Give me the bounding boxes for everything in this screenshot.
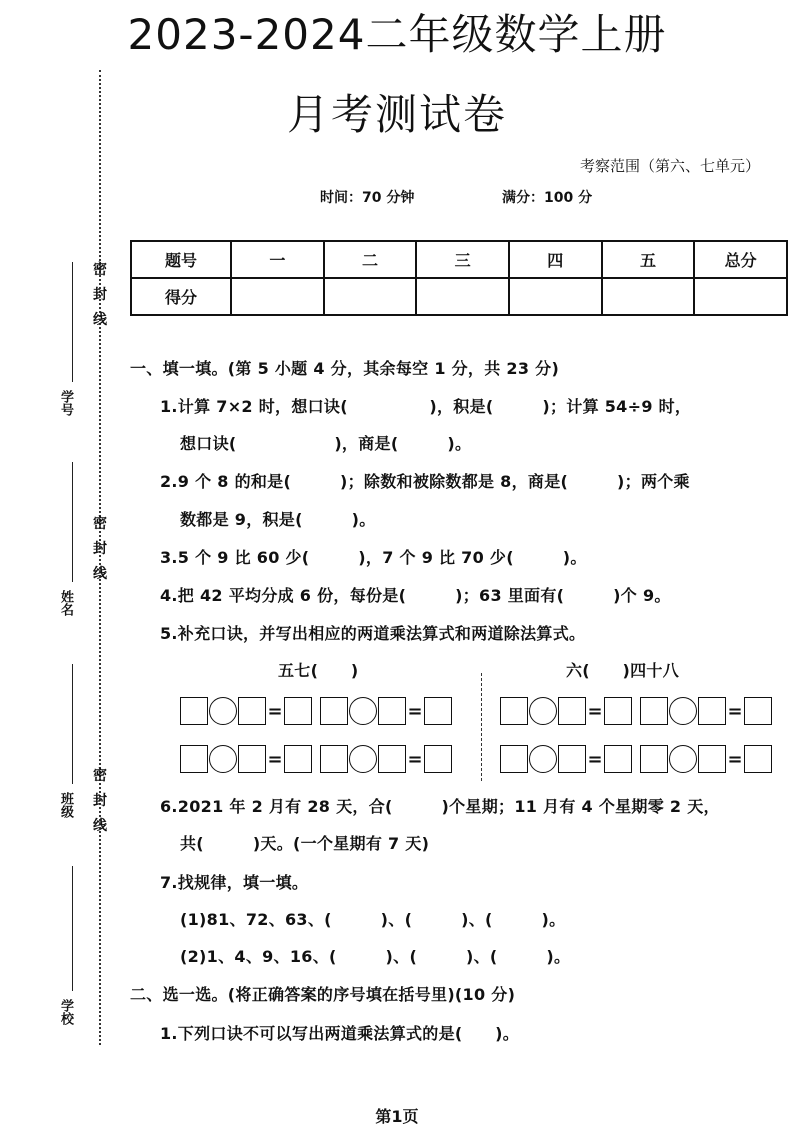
seal-char: 密 <box>93 262 107 278</box>
section-1-title: 一、填一填。(第 5 小题 4 分，其余每空 1 分，共 23 分) <box>130 359 560 378</box>
section-2-title: 二、选一选。(将正确答案的序号填在括号里)(10 分) <box>130 985 516 1004</box>
equals-sign: = <box>407 748 423 770</box>
question-7-part-1: (1)81、72、63、( )、( )、( )。 <box>180 910 566 929</box>
score-cell[interactable] <box>324 278 417 315</box>
title-line-1: 2023-2024二年级数学上册 <box>127 10 667 59</box>
header-cell: 五 <box>602 241 695 278</box>
question-6-line-1: 6.2021 年 2 月有 28 天，合( )个星期；11 月有 4 个星期零 2 天， <box>160 797 720 816</box>
score-table-header-row <box>131 241 787 278</box>
question-7: 7.找规律，填一填。 <box>160 873 309 892</box>
score-table-score-row <box>131 278 787 315</box>
school-label <box>56 999 76 1025</box>
student-id-text: 学号 <box>58 390 73 416</box>
operator-circle[interactable] <box>209 697 237 725</box>
answer-box[interactable] <box>640 697 668 725</box>
operator-circle[interactable] <box>529 745 557 773</box>
student-name-label <box>56 590 76 616</box>
score-cell[interactable] <box>602 278 695 315</box>
equation-row-left-1 <box>180 697 452 725</box>
answer-box[interactable] <box>604 745 632 773</box>
school-text: 学校 <box>58 999 73 1025</box>
question-1-line-1: 1.计算 7×2 时，想口诀( )，积是( )；计算 54÷9 时， <box>160 397 692 416</box>
header-cell: 总分 <box>694 241 787 278</box>
seal-char: 封 <box>93 793 107 809</box>
question-6-line-2: 共( )天。(一个星期有 7 天) <box>180 834 430 853</box>
question-1-line-2: 想口诀( )，商是( )。 <box>180 434 472 453</box>
answer-box[interactable] <box>424 697 452 725</box>
exam-scope: 考察范围（第六、七单元） <box>579 157 760 175</box>
answer-box[interactable] <box>320 745 348 773</box>
answer-box[interactable] <box>180 697 208 725</box>
question-5-left-prompt: 五七( ) <box>278 661 359 680</box>
equals-sign: = <box>587 700 603 722</box>
equals-sign: = <box>267 748 283 770</box>
seal-label-1 <box>90 258 110 333</box>
equation-row-left-2 <box>180 745 452 773</box>
seal-char: 线 <box>93 818 107 834</box>
section-2-question-1: 1.下列口诀不可以写出两道乘法算式的是( )。 <box>160 1024 520 1043</box>
seal-char: 封 <box>93 541 107 557</box>
answer-box[interactable] <box>698 745 726 773</box>
score-cell[interactable] <box>416 278 509 315</box>
exam-full-score: 满分：100 分 <box>502 190 593 206</box>
answer-box[interactable] <box>378 697 406 725</box>
answer-box[interactable] <box>744 697 772 725</box>
operator-circle[interactable] <box>669 697 697 725</box>
page-number: 第1页 <box>375 1107 419 1126</box>
header-cell: 三 <box>416 241 509 278</box>
seal-label-3 <box>90 764 110 839</box>
equals-sign: = <box>727 700 743 722</box>
equals-sign: = <box>587 748 603 770</box>
student-name-line[interactable] <box>72 462 73 582</box>
answer-box[interactable] <box>238 697 266 725</box>
seal-char: 封 <box>93 287 107 303</box>
answer-box[interactable] <box>378 745 406 773</box>
header-cell: 题号 <box>131 241 231 278</box>
question-7-part-2: (2)1、4、9、16、( )、( )、( )。 <box>180 947 571 966</box>
operator-circle[interactable] <box>349 697 377 725</box>
equals-sign: = <box>727 748 743 770</box>
class-label <box>56 792 76 818</box>
operator-circle[interactable] <box>529 697 557 725</box>
operator-circle[interactable] <box>349 745 377 773</box>
answer-box[interactable] <box>284 697 312 725</box>
question-5-right-prompt: 六( )四十八 <box>566 661 680 680</box>
seal-char: 密 <box>93 768 107 784</box>
question-5-divider <box>481 673 482 781</box>
header-cell: 四 <box>509 241 602 278</box>
answer-box[interactable] <box>698 697 726 725</box>
answer-box[interactable] <box>558 697 586 725</box>
answer-box[interactable] <box>744 745 772 773</box>
question-3: 3.5 个 9 比 60 少( )，7 个 9 比 70 少( )。 <box>160 548 587 567</box>
student-id-line[interactable] <box>72 262 73 382</box>
answer-box[interactable] <box>180 745 208 773</box>
score-cell[interactable] <box>509 278 602 315</box>
equation-row-right-2 <box>500 745 772 773</box>
answer-box[interactable] <box>320 697 348 725</box>
student-id-label <box>56 390 76 416</box>
class-text: 班级 <box>58 792 73 818</box>
score-row-label: 得分 <box>131 278 231 315</box>
question-2-line-1: 2.9 个 8 的和是( )；除数和被除数都是 8，商是( )；两个乘 <box>160 472 690 491</box>
answer-box[interactable] <box>558 745 586 773</box>
title-line-2: 月考测试卷 <box>286 90 507 139</box>
seal-label-2 <box>90 512 110 587</box>
header-cell: 一 <box>231 241 324 278</box>
equation-row-right-1 <box>500 697 772 725</box>
equals-sign: = <box>267 700 283 722</box>
operator-circle[interactable] <box>209 745 237 773</box>
question-2-line-2: 数都是 9，积是( )。 <box>180 510 376 529</box>
seal-char: 线 <box>93 566 107 582</box>
student-name-text: 姓名 <box>58 590 73 616</box>
equals-sign: = <box>407 700 423 722</box>
answer-box[interactable] <box>424 745 452 773</box>
score-cell[interactable] <box>231 278 324 315</box>
score-table <box>130 240 788 316</box>
answer-box[interactable] <box>640 745 668 773</box>
score-cell[interactable] <box>694 278 787 315</box>
answer-box[interactable] <box>500 697 528 725</box>
seal-char: 密 <box>93 516 107 532</box>
answer-box[interactable] <box>284 745 312 773</box>
question-5: 5.补充口诀，并写出相应的两道乘法算式和两道除法算式。 <box>160 624 586 643</box>
school-line[interactable] <box>72 866 73 991</box>
class-line[interactable] <box>72 664 73 784</box>
question-4: 4.把 42 平均分成 6 份，每份是( )；63 里面有( )个 9。 <box>160 586 671 605</box>
answer-box[interactable] <box>238 745 266 773</box>
seal-char: 线 <box>93 312 107 328</box>
answer-box[interactable] <box>604 697 632 725</box>
answer-box[interactable] <box>500 745 528 773</box>
exam-time: 时间：70 分钟 <box>320 190 415 206</box>
operator-circle[interactable] <box>669 745 697 773</box>
header-cell: 二 <box>324 241 417 278</box>
